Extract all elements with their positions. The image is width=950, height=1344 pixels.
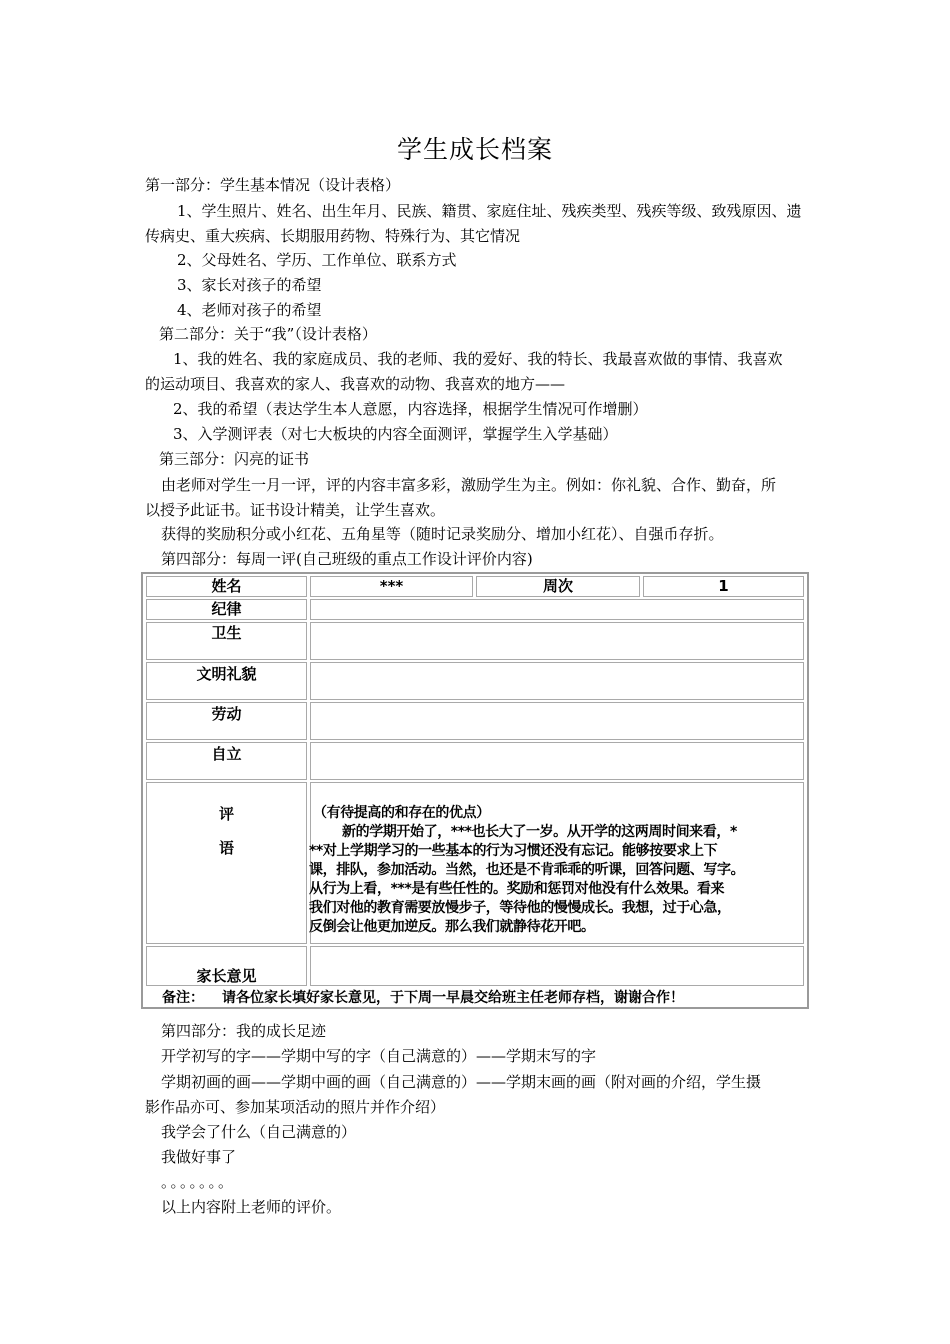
part4-weekly-heading: 第四部分：每周一评(自己班级的重点工作设计评价内容): [161, 550, 533, 568]
part1-item4: 4、老师对孩子的希望: [177, 301, 322, 319]
hygiene-value-cell: [310, 622, 804, 660]
growth-line-learned: 我学会了什么（自己满意的）: [161, 1123, 357, 1141]
manners-value-cell: [310, 662, 804, 700]
discipline-label-cell: [146, 599, 307, 620]
week-value-cell: [643, 576, 804, 597]
part2-item2: 2、我的希望（表达学生本人意愿，内容选择，根据学生情况可作增删）: [173, 400, 648, 418]
week-label: 周次: [542, 577, 573, 595]
independence-label: 自立: [211, 745, 242, 763]
part3-heading: 第三部分：闪亮的证书: [159, 450, 310, 468]
comment-line-3: 课，排队，参加活动。当然，也还是不肯乖乖的听课，回答问题、写字。: [309, 862, 745, 878]
comment-line-5: 我们对他的教育需要放慢步子，等待他的慢慢成长。我想，过于心急，: [309, 900, 731, 916]
discipline-label: 纪律: [211, 600, 242, 618]
part1-item1-line2: 传病史、重大疾病、长期服用药物、特殊行为、其它情况: [145, 227, 521, 245]
growth-line-ellipsis: 。。。。。。。: [161, 1173, 236, 1191]
manners-label-cell: [146, 662, 307, 700]
name-value-cell: [310, 576, 473, 597]
part1-item1-line1: 1、学生照片、姓名、出生年月、民族、籍贯、家庭住址、残疾类型、残疾等级、致残原因、遗: [177, 202, 802, 220]
note-text: 请各位家长填好家长意见，于下周一早晨交给班主任老师存档，谢谢合作！: [222, 990, 684, 1006]
week-value: 1: [718, 577, 729, 595]
part4-growth-heading: 第四部分：我的成长足迹: [161, 1022, 327, 1040]
part2-item3: 3、入学测评表（对七大板块的内容全面测评，掌握学生入学基础）: [173, 425, 618, 443]
comment-label-cell: [146, 782, 307, 944]
manners-label: 文明礼貌: [196, 665, 257, 683]
parent-opinion-label: 家长意见: [196, 967, 257, 985]
independence-value-cell: [310, 742, 804, 780]
parent-opinion-label-cell: [146, 946, 307, 986]
part2-heading: 第二部分：关于“我”（设计表格）: [159, 325, 377, 343]
growth-line-good-deeds: 我做好事了: [161, 1148, 237, 1166]
comment-line-4: 从行为上看，***是有些任性的。奖励和惩罚对他没有什么效果。看来: [309, 881, 725, 897]
discipline-value-cell: [310, 599, 804, 620]
part3-para2: 获得的奖励积分或小红花、五角星等（随时记录奖励分、增加小红花）、自强币存折。: [161, 525, 724, 543]
comment-label-1: 评: [218, 805, 234, 823]
teacher-comment: [309, 804, 812, 937]
comment-line-1: 新的学期开始了，***也长大了一岁。从开学的这两周时间来看，*: [342, 824, 737, 840]
part3-para1-line2: 以授予此证书。证书设计精美，让学生喜欢。: [145, 501, 446, 519]
comment-label-2: 语: [218, 839, 234, 857]
note-label: 备注：: [162, 990, 204, 1006]
part3-para1-line1: 由老师对学生一月一评，评的内容丰富多彩，激励学生为主。例如：你礼貌、合作、勤奋，所: [161, 476, 777, 494]
name-value: ***: [379, 577, 404, 595]
independence-label-cell: [146, 742, 307, 780]
name-label: 姓名: [211, 577, 242, 595]
part2-item1-line1: 1、我的姓名、我的家庭成员、我的老师、我的爱好、我的特长、我最喜欢做的事情、我喜欢: [173, 350, 783, 368]
part1-heading: 第一部分：学生基本情况（设计表格）: [145, 176, 401, 194]
name-label-cell: [146, 576, 307, 597]
growth-line-teacher-review: 以上内容附上老师的评价。: [161, 1198, 342, 1216]
comment-line-2: **对上学期学习的一些基本的行为习惯还没有忘记。能够按要求上下: [309, 843, 718, 859]
labor-label: 劳动: [211, 705, 242, 723]
table-note: [145, 987, 807, 1009]
parent-opinion-value-cell: [310, 946, 804, 986]
comment-heading: （有待提高的和存在的优点）: [313, 805, 490, 821]
growth-line-handwriting: 开学初写的字——学期中写的字（自己满意的）——学期末写的字: [161, 1047, 597, 1065]
growth-line-drawing-2: 影作品亦可、参加某项活动的照片并作介绍）: [145, 1098, 446, 1116]
growth-line-drawing-1: 学期初画的画——学期中画的画（自己满意的）——学期末画的画（附对画的介绍，学生摄: [161, 1073, 762, 1091]
part1-item3: 3、家长对孩子的希望: [177, 276, 322, 294]
comment-line-6: 反倒会让他更加逆反。那么我们就静待花开吧。: [309, 919, 595, 935]
hygiene-label-cell: [146, 622, 307, 660]
hygiene-label: 卫生: [211, 624, 242, 642]
labor-label-cell: [146, 702, 307, 740]
document-title: 学生成长档案: [396, 135, 553, 164]
part1-item2: 2、父母姓名、学历、工作单位、联系方式: [177, 251, 457, 269]
part2-item1-line2: 的运动项目、我喜欢的家人、我喜欢的动物、我喜欢的地方——: [145, 375, 566, 393]
week-label-cell: [476, 576, 640, 597]
labor-value-cell: [310, 702, 804, 740]
